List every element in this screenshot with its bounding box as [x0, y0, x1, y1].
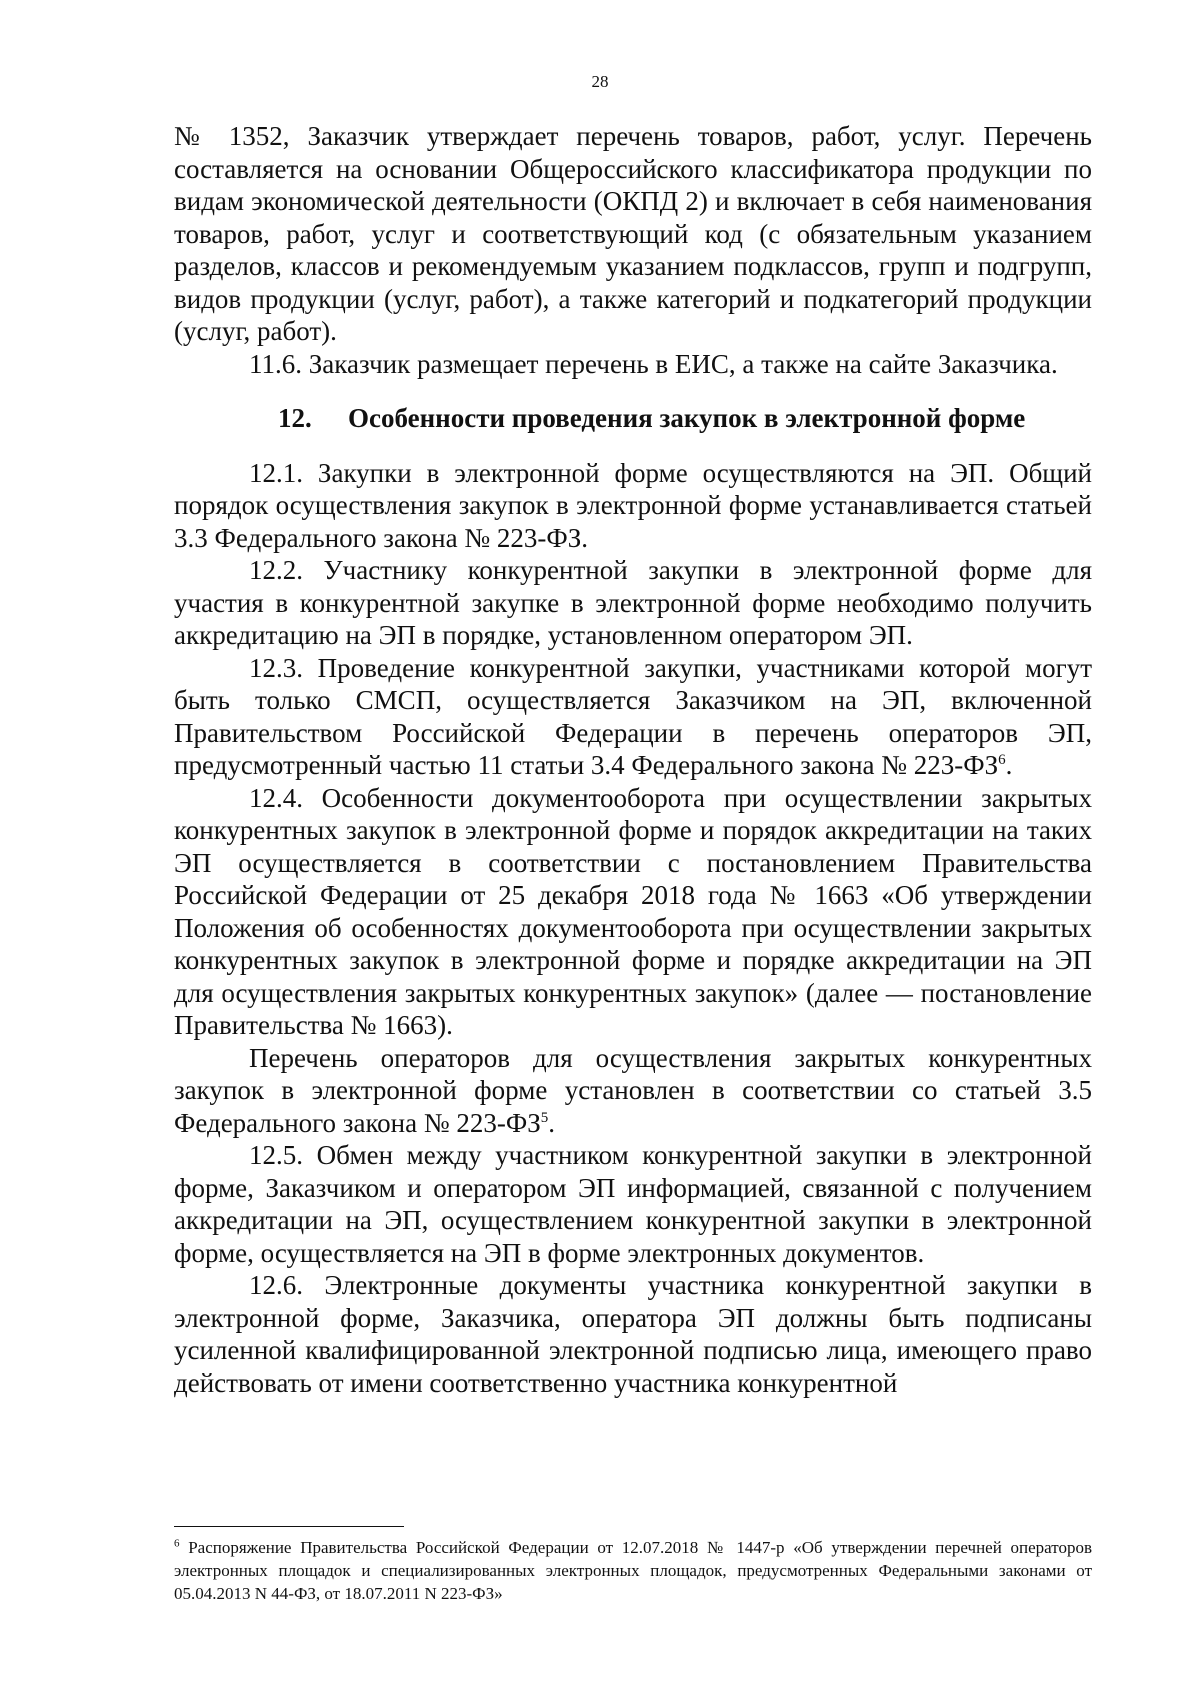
clause-12-2: 12.2. Участнику конкурентной закупки в электронной форме для участия в конкурентной закупке в электронной форме необходимо получить аккредитацию на ЭП в порядке, установленном оператором ЭП. — [174, 555, 1092, 650]
clause-12-4: 12.4. Особенности документооборота при осуществлении закрытых конкурентных закупок в электронной форме и порядок аккредитации на таких ЭП осуществляется в соответствии с постановлением Правительства Российской Федерации от 25 декабря 2018 года № 1663 «Об утверждении Положения об особенностях документооборота при осуществлении закрытых конкурентных закупок в электронной форме и порядке аккредитации на ЭП для осуществления закрытых конкурентных закупок» (далее — постановление Правительства № 1663). — [174, 782, 1092, 1040]
clause-12-6: 12.6. Электронные документы участника конкурентной закупки в электронной форме, Заказчика, оператора ЭП должны быть подписаны усиленной квалифицированной электронной подписью лица, имеющего право действовать от имени соответственно участника конкурентной — [174, 1270, 1092, 1398]
footnote-reference: 6 — [998, 752, 1006, 768]
clause-12-3-end: . — [1005, 750, 1013, 780]
paragraph-continuation: № 1352, Заказчик утверждает перечень товаров, работ, услуг. Перечень составляется на основании Общероссийского классификатора продукции по видам экономической деятельности (ОКПД 2) и включает в себя наименования товаров, работ, услуг и соответствующий код (с обязательным указанием разделов, классов и рекомендуемым указанием подклассов, групп и подгрупп, видов продукции (услуг, работ), а также категорий и подкатегорий продукции (услуг, работ). — [174, 121, 1092, 346]
footnote-text: Распоряжение Правительства Российской Федерации от 12.07.2018 № 1447-р «Об утверждении перечней операторов электронных площадок и специализированных электронных площадок, предусмотренных Федеральными законами от 05.04.2013 N 44-ФЗ, от 18.07.2011 N 223-ФЗ» — [174, 1538, 1092, 1603]
page-number: 28 — [591, 72, 609, 91]
operators-end: . — [548, 1107, 555, 1138]
clause-12-3 — [174, 652, 1092, 782]
operators-text: Перечень операторов для осуществления закрытых конкурентных закупок в электронной форме установлен в соответствии со статьей 3.5 Федерального закона № 223-ФЗ — [174, 1042, 1092, 1138]
footnote-reference: 5 — [540, 1109, 549, 1126]
document-body — [174, 120, 1092, 1399]
section-number: 12. — [278, 403, 312, 433]
footnote-divider — [174, 1526, 404, 1527]
footnote — [174, 1536, 1092, 1605]
clause-12-1: 12.1. Закупки в электронной форме осуществляются на ЭП. Общий порядок осуществления закупок в электронной форме устанавливается статьей 3.3 Федерального закона № 223-ФЗ. — [174, 457, 1092, 553]
footnote-mark: 6 — [174, 1537, 180, 1550]
operators-paragraph — [174, 1042, 1092, 1140]
section-heading — [174, 402, 1092, 435]
clause-11-6: 11.6. Заказчик размещает перечень в ЕИС, а также на сайте Заказчика. — [249, 348, 1058, 379]
clause-12-3-text: 12.3. Проведение конкурентной закупки, участниками которой могут быть только СМСП, осуществляется Заказчиком на ЭП, включенной Правительством Российской Федерации в перечень операторов ЭП, предусмотренный частью 11 статьи 3.4 Федерального закона № 223-ФЗ — [174, 652, 1092, 780]
clause-12-5: 12.5. Обмен между участником конкурентной закупки в электронной форме, Заказчиком и оператором ЭП информацией, связанной с получением аккредитации на ЭП, осуществлением конкурентной закупки в электронной форме, осуществляется на ЭП в форме электронных документов. — [174, 1140, 1092, 1268]
section-title: Особенности проведения закупок в электронной форме — [348, 403, 1026, 433]
